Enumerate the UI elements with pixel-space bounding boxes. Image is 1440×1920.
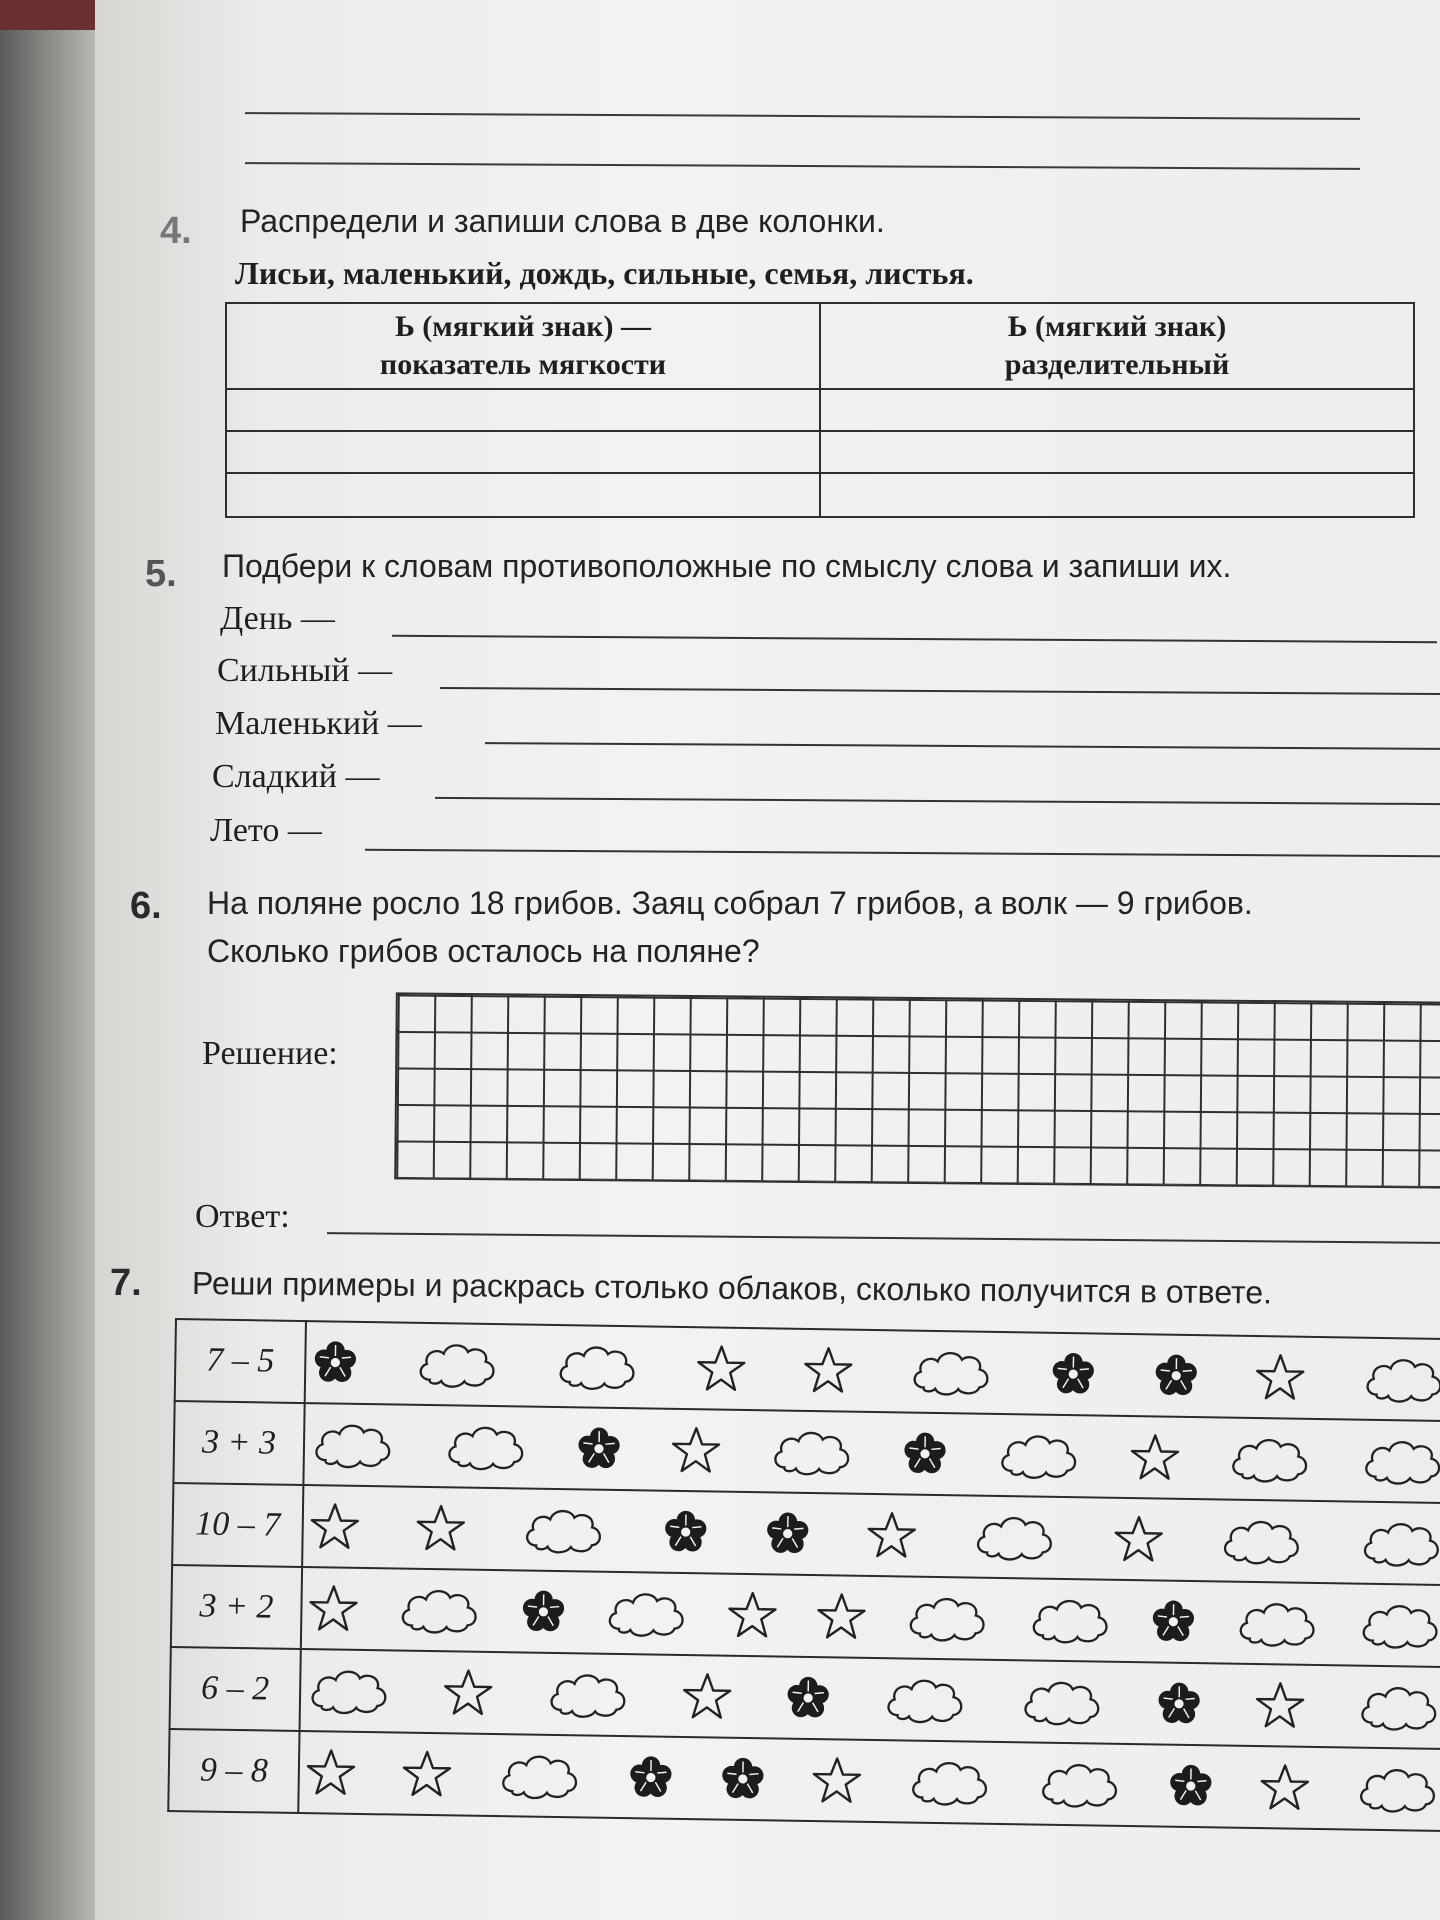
column-header-separating [820,303,1414,389]
cloud-icon[interactable] [1360,1433,1440,1490]
cloud-icon[interactable] [522,1501,607,1558]
cloud-icon[interactable] [415,1336,500,1393]
flower-icon [1050,1351,1097,1398]
task-7-instruction: Реши примеры и раскрась столько облаков, сколько получится в ответе. [191,1265,1273,1311]
answer-cell[interactable] [226,389,820,431]
star-icon [866,1510,917,1561]
solution-label: Решение: [202,1035,338,1072]
task-5-number: 5. [145,553,177,595]
star-icon [816,1591,867,1642]
cloud-icon[interactable] [555,1338,640,1395]
star-icon [1113,1514,1164,1565]
cloud-icon[interactable] [1358,1597,1440,1654]
star-icon [802,1345,853,1396]
cloud-icon[interactable] [1028,1591,1113,1648]
cloud-icon[interactable] [546,1666,631,1723]
flower-icon [764,1510,811,1557]
example-expression: 10 – 7 [172,1483,303,1567]
flower-icon [1150,1598,1197,1645]
cloud-icon[interactable] [1355,1761,1440,1818]
solution-grid[interactable] [394,992,1440,1188]
cloud-icon[interactable] [883,1671,968,1728]
cloud-icon[interactable] [1037,1756,1122,1813]
cloud-icon[interactable] [996,1427,1081,1484]
answer-line[interactable] [485,742,1440,750]
cloud-icon[interactable] [443,1418,528,1475]
flower-icon [312,1339,359,1386]
answer-line[interactable] [435,797,1440,805]
answer-cell[interactable] [820,431,1414,473]
answer-cell[interactable] [820,473,1414,517]
opposite-word-summer: Лето — [210,812,322,849]
task-4-word-list: Лисьи, маленький, дождь, сильные, семья, листья. [235,255,974,291]
star-icon [401,1749,452,1800]
cloud-icon[interactable] [307,1662,392,1719]
flower-icon [627,1754,674,1801]
cloud-icon[interactable] [311,1416,396,1473]
column-header-separating-line1: Ь (мягкий знак) [1007,310,1227,343]
answer-label: Ответ: [195,1198,290,1235]
workbook-page [95,0,1440,1920]
cloud-icon[interactable] [497,1747,582,1804]
task-6-line-2: Сколько грибов осталось на поляне? [207,933,760,969]
star-icon [308,1583,359,1634]
example-expression: 6 – 2 [170,1647,301,1731]
star-icon [305,1747,356,1798]
answer-cell[interactable] [226,431,820,473]
star-icon [309,1501,360,1552]
task-6-number: 6. [130,885,162,927]
star-icon [443,1667,494,1718]
star-icon [416,1503,467,1554]
cloud-icon[interactable] [905,1590,990,1647]
example-expression: 9 – 8 [168,1729,299,1813]
flower-icon [520,1588,567,1635]
cloud-icon[interactable] [1362,1351,1440,1408]
answer-cell[interactable] [820,389,1414,431]
example-expression: 3 + 2 [171,1565,302,1649]
task-4-number: 4. [160,210,192,252]
star-icon [682,1671,733,1722]
flower-icon [785,1675,832,1722]
example-expression: 7 – 5 [175,1319,306,1403]
answer-line[interactable] [440,687,1440,695]
column-header-separating-line2: разделительный [1004,348,1230,381]
cloud-icon[interactable] [397,1582,482,1639]
column-header-softness-line1: Ь (мягкий знак) — [394,310,652,343]
column-header-softness-line2: показатель мягкости [379,348,667,381]
cloud-icon[interactable] [1219,1512,1304,1569]
example-icons-cell [298,1731,1440,1831]
opposite-word-strong: Сильный — [217,652,393,689]
icons-row [299,1732,1440,1830]
star-icon [671,1425,722,1476]
answer-line[interactable] [327,1232,1440,1244]
task-4-columns-table [225,302,1415,518]
cloud-icon[interactable] [1357,1679,1440,1736]
star-icon [1255,1352,1306,1403]
task-7-number: 7. [110,1262,142,1304]
task-6-line-1: На поляне росло 18 грибов. Заяц собрал 7 грибов, а волк — 9 грибов. [207,885,1253,921]
flower-icon [576,1425,623,1472]
star-icon [811,1755,862,1806]
cloud-icon[interactable] [907,1754,992,1811]
task-4-instruction: Распредели и запиши слова в две колонки. [240,203,885,239]
star-icon [696,1343,747,1394]
star-icon [1129,1432,1180,1483]
cloud-icon[interactable] [1228,1431,1313,1488]
flower-icon [902,1430,949,1477]
answer-line[interactable] [365,849,1440,858]
writing-line [245,112,1360,120]
star-icon [1254,1680,1305,1731]
cloud-icon[interactable] [1359,1515,1440,1572]
cloud-icon[interactable] [1019,1673,1104,1730]
task-5-instruction: Подбери к словам противоположные по смыслу слова и запиши их. [222,548,1232,584]
opposite-word-sweet: Сладкий — [212,758,380,795]
answer-line[interactable] [392,635,1437,643]
answer-cell[interactable] [226,473,820,517]
cloud-icon[interactable] [769,1423,854,1480]
flower-icon [1156,1680,1203,1727]
star-icon [1259,1762,1310,1813]
flower-icon [662,1509,709,1556]
flower-icon [719,1756,766,1803]
star-icon [727,1590,778,1641]
examples-table [167,1318,1440,1832]
cloud-icon[interactable] [909,1344,994,1401]
flower-icon [1152,1352,1199,1399]
cloud-icon[interactable] [604,1585,689,1642]
flower-icon [1167,1763,1214,1810]
column-header-softness [226,303,820,389]
cloud-icon[interactable] [973,1509,1058,1566]
cloud-icon[interactable] [1235,1595,1320,1652]
example-expression: 3 + 3 [173,1401,304,1485]
writing-line [245,162,1360,170]
opposite-word-small: Маленький — [215,705,422,742]
opposite-word-day: День — [220,600,335,637]
